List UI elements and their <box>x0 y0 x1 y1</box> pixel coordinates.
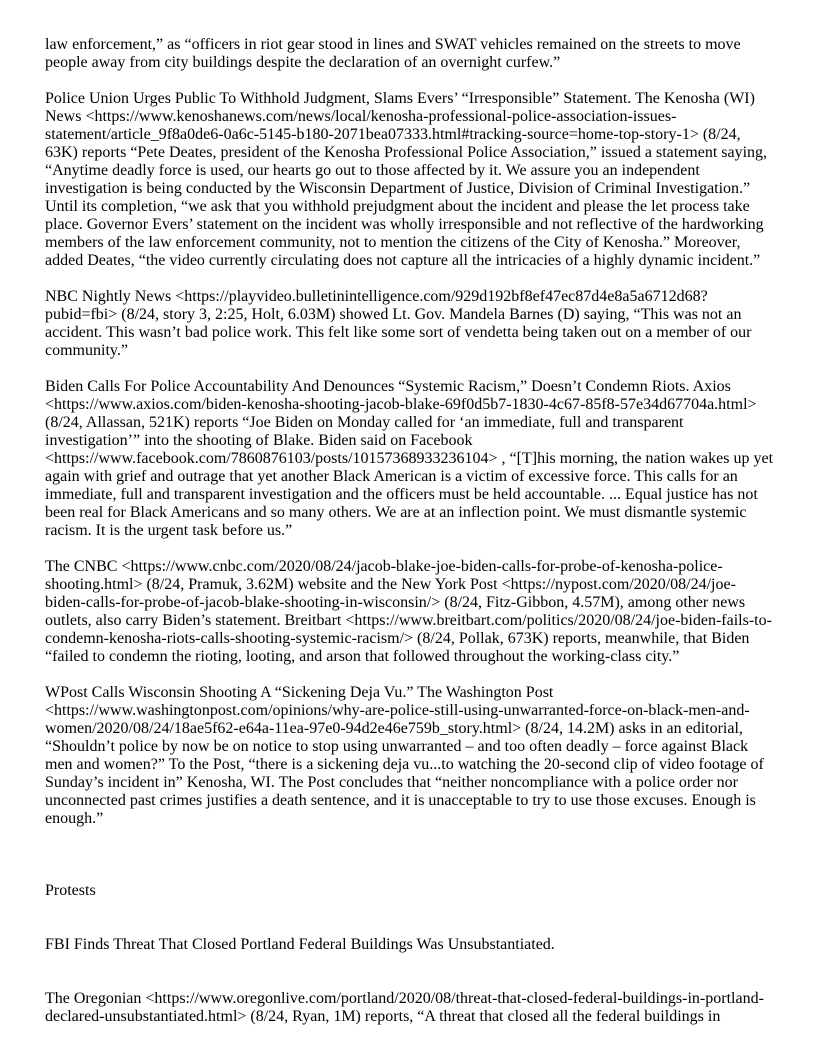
document-page <box>45 36 775 1026</box>
paragraph-biden-accountability: Biden Calls For Police Accountability And Denounces “Systemic Racism,” Doesn’t Condemn Riots. Axios <https://www.axios.com/biden-kenosha-shooting-jacob-blake-69f0d5b7-1830-4c67-85f8-57e34d67704a.html> (8/24, Allassan, 521K) reports “Joe Biden on Monday called for ‘an immediate, full and transparent investigation’” into the shooting of Blake. Biden said on Facebook <https://www.facebook.com/7860876103/posts/10157368933236104> , “[T]his morning, the nation wakes up yet again with grief and outrage that yet another Black American is a victim of excessive force. This calls for an immediate, full and transparent investigation and the officers must be held accountable. ... Equal justice has not been real for Black Americans and so many others. We are at an inflection point. We must dismantle systemic racism. It is the urgent task before us.” <box>45 378 774 539</box>
spacer <box>45 846 775 882</box>
spacer <box>45 954 775 990</box>
spacer <box>45 900 775 936</box>
paragraph-law-enforcement: law enforcement,” as “officers in riot gear stood in lines and SWAT vehicles remained on the streets to move people away from city buildings despite the declaration of an overnight curfew.” <box>45 36 741 71</box>
paragraph-nbc-nightly-news: NBC Nightly News <https://playvideo.bulletinintelligence.com/929d192bf8ef47ec87d4e8a5a6712d68?pubid=fbi> (8/24, story 3, 2:25, Holt, 6.03M) showed Lt. Gov. Mandela Barnes (D) saying, “This was not an accident. This wasn’t bad police work. This felt like some sort of vendetta being taken out on a member of our community.” <box>45 288 752 359</box>
section-heading: Protests <box>45 882 96 899</box>
story-headline: FBI Finds Threat That Closed Portland Federal Buildings Was Unsubstantiated. <box>45 936 555 953</box>
paragraph-cnbc-coverage: The CNBC <https://www.cnbc.com/2020/08/24/jacob-blake-joe-biden-calls-for-probe-of-kenosha-police-shooting.html> (8/24, Pramuk, 3.62M) website and the New York Post <https://nypost.com/2020/08/24/joe-biden-calls-for-probe-of-jacob-blake-shooting-in-wisconsin/> (8/24, Fitz-Gibbon, 4.57M), among other news outlets, also carry Biden’s statement. Breitbart <https://www.breitbart.com/politics/2020/08/24/joe-biden-fails-to-condemn-kenosha-riots-calls-shooting-systemic-racism/> (8/24, Pollak, 673K) reports, meanwhile, that Biden “failed to condemn the rioting, looting, and arson that followed throughout the working-class city.” <box>45 558 772 665</box>
paragraph-police-union: Police Union Urges Public To Withhold Judgment, Slams Evers’ “Irresponsible” Statement. The Kenosha (WI) News <https://www.kenoshanews.com/news/local/kenosha-professional-police-association-issues-statement/article_9f8a0de6-0a6c-5145-b180-2071bea07333.html#tracking-source=home-top-story-1> (8/24, 63K) reports “Pete Deates, president of the Kenosha Professional Police Association,” issued a statement saying, “Anytime deadly force is used, our hearts go out to those affected by it. We assure you an independent investigation is being conducted by the Wisconsin Department of Justice, Division of Criminal Investigation.” Until its completion, “we ask that you withhold prejudgment about the incident and please the let process take place. Governor Evers’ statement on the incident was wholly irresponsible and not reflective of the hardworking members of the law enforcement community, not to mention the citizens of the City of Kenosha.” Moreover, added Deates, “the video currently circulating does not capture all the intricacies of a highly dynamic incident.” <box>45 90 768 269</box>
paragraph-wpost-editorial: WPost Calls Wisconsin Shooting A “Sickening Deja Vu.” The Washington Post <https://www.washingtonpost.com/opinions/why-are-police-still-using-unwarranted-force-on-black-men-and-women/2020/08/24/18ae5f62-e64a-11ea-97e0-94d2e46e759b_story.html> (8/24, 14.2M) asks in an editorial, “Shouldn’t police by now be on notice to stop using unwarranted – and too often deadly – force against Black men and women?” To the Post, “there is a sickening deja vu...to watching the 20-second clip of video footage of Sunday’s incident in” Kenosha, WI. The Post concludes that “neither noncompliance with a police order nor unconnected past crimes justifies a death sentence, and it is unacceptable to try to use those excuses. Enough is enough.” <box>45 684 764 827</box>
paragraph-oregonian: The Oregonian <https://www.oregonlive.com/portland/2020/08/threat-that-closed-federal-buildings-in-portland-declared-unsubstantiated.html> (8/24, Ryan, 1M) reports, “A threat that closed all the federal buildings in <box>45 990 764 1025</box>
